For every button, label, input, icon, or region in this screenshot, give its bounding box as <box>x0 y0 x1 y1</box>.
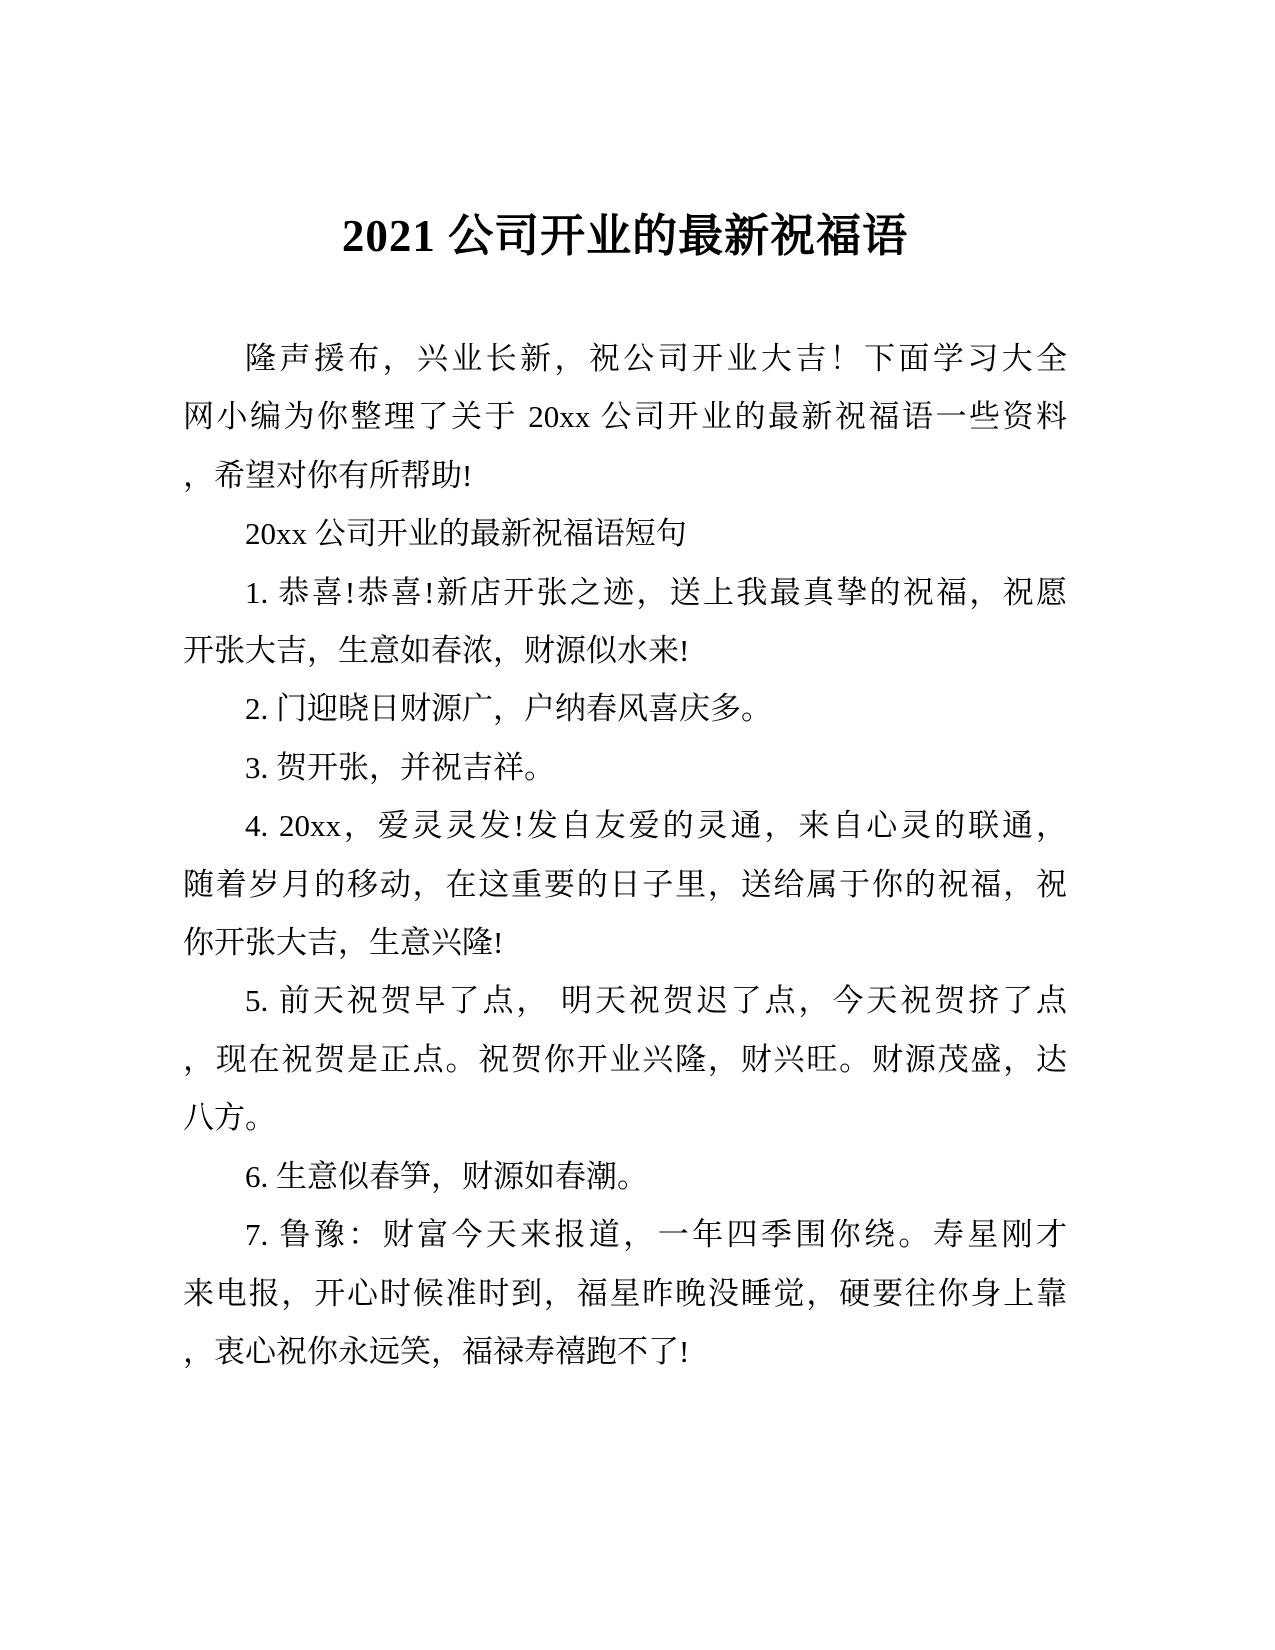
blessing-item-2 <box>183 680 1067 738</box>
paragraph-line: 5. 前天祝贺早了点， 明天祝贺迟了点，今天祝贺挤了点 <box>245 983 1067 1019</box>
paragraph-line: 7. 鲁豫：财富今天来报道，一年四季围你绕。寿星刚才 <box>245 1217 1067 1253</box>
blessing-item-7 <box>183 1206 1067 1381</box>
paragraph-line: 6. 生意似春笋，财源如春潮。 <box>245 1158 648 1194</box>
paragraph-line: 开张大吉，生意如春浓，财源似水来! <box>183 633 690 669</box>
paragraph-line: 八方。 <box>183 1100 276 1136</box>
document-title: 2021 公司开业的最新祝福语 <box>341 211 909 261</box>
intro-paragraph <box>183 330 1067 505</box>
paragraph-line: 2. 门迎晓日财源广，户纳春风喜庆多。 <box>245 691 772 727</box>
document-body <box>183 330 1067 1381</box>
blessing-item-5 <box>183 972 1067 1147</box>
paragraph-line: 你开张大吉，生意兴隆! <box>183 925 504 961</box>
blessing-item-4 <box>183 797 1067 972</box>
paragraph-line: ，希望对你有所帮助! <box>183 457 473 493</box>
blessing-item-3 <box>183 739 1067 797</box>
paragraph-line: 3. 贺开张，并祝吉祥。 <box>245 749 555 785</box>
paragraph-line: 隆声援布，兴业长新，祝公司开业大吉！下面学习大全 <box>245 341 1067 376</box>
paragraph-line: 1. 恭喜!恭喜!新店开张之迹，送上我最真挚的祝福，祝愿 <box>245 574 1067 610</box>
section-heading: 20xx 公司开业的最新祝福语短句 <box>245 516 687 552</box>
blessing-item-1 <box>183 564 1067 681</box>
paragraph-line: 来电报，开心时候准时到，福星昨晚没睡觉，硬要往你身上靠 <box>183 1275 1067 1311</box>
paragraph-line: ，衷心祝你永远笑，福禄寿禧跑不了! <box>183 1333 690 1369</box>
blessing-item-6 <box>183 1148 1067 1206</box>
paragraph-line: 网小编为你整理了关于 20xx 公司开业的最新祝福语一些资料 <box>183 399 1067 435</box>
paragraph-line: ，现在祝贺是正点。祝贺你开业兴隆，财兴旺。财源茂盛，达 <box>183 1041 1067 1077</box>
paragraph-line: 4. 20xx，爱灵灵发!发自友爱的灵通，来自心灵的联通， <box>245 808 1067 844</box>
paragraph-line: 随着岁月的移动，在这重要的日子里，送给属于你的祝福，祝 <box>183 866 1067 902</box>
